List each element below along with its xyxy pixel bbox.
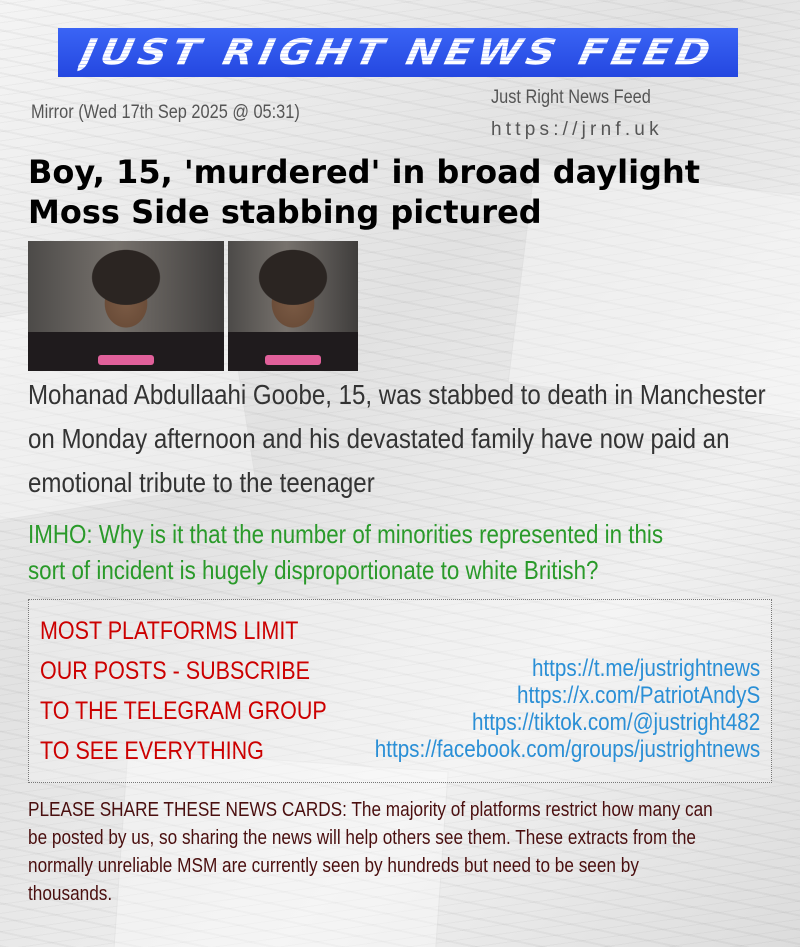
summary-line: emotional tribute to the teenager [28, 467, 375, 498]
hoodie-print [265, 355, 321, 365]
brand-url[interactable]: https://jrnf.uk [491, 119, 663, 140]
opinion-line: IMHO: Why is it that the number of minorities represented in this [28, 519, 664, 549]
tiktok-link[interactable]: https://tiktok.com/@justright482 [471, 709, 760, 736]
share-line: thousands. [28, 883, 113, 905]
promo-line: TO SEE EVERYTHING [40, 737, 264, 765]
summary-line: Mohanad Abdullaahi Goobe, 15, was stabbed to death in Manchester [28, 379, 766, 410]
article-summary [28, 373, 798, 505]
social-links [312, 655, 760, 763]
opinion-line: sort of incident is hugely disproportionate to white British? [28, 555, 599, 585]
share-notice [28, 796, 788, 908]
subscribe-box [28, 599, 772, 783]
promo-line: TO THE TELEGRAM GROUP [40, 697, 327, 725]
share-line: normally unreliable MSM are currently seen by hundreds but need to be seen by [28, 855, 639, 877]
article-photo [28, 241, 224, 371]
telegram-link[interactable]: https://t.me/justrightnews [531, 655, 760, 682]
x-link[interactable]: https://x.com/PatriotAndyS [516, 682, 760, 709]
opinion-comment [28, 516, 798, 588]
site-banner [58, 28, 738, 77]
hoodie-print [98, 355, 154, 365]
facebook-link[interactable]: https://facebook.com/groups/justrightnews [374, 736, 760, 763]
headline-line: Moss Side stabbing pictured [28, 193, 542, 231]
article-source: Mirror (Wed 17th Sep 2025 @ 05:31) [31, 102, 300, 123]
share-line: PLEASE SHARE THESE NEWS CARDS: The majority of platforms restrict how many can [28, 799, 713, 821]
headline [28, 152, 788, 232]
summary-line: on Monday afternoon and his devastated family have now paid an [28, 423, 730, 454]
article-photo [228, 241, 358, 371]
promo-line: OUR POSTS - SUBSCRIBE [40, 657, 310, 685]
banner-title: JUST RIGHT NEWS FEED [76, 31, 720, 74]
share-line: be posted by us, so sharing the news will help others see them. These extracts from the [28, 827, 696, 849]
promo-line: MOST PLATFORMS LIMIT [40, 617, 299, 645]
headline-line: Boy, 15, 'murdered' in broad daylight [28, 153, 701, 191]
brand-name: Just Right News Feed [491, 87, 651, 108]
